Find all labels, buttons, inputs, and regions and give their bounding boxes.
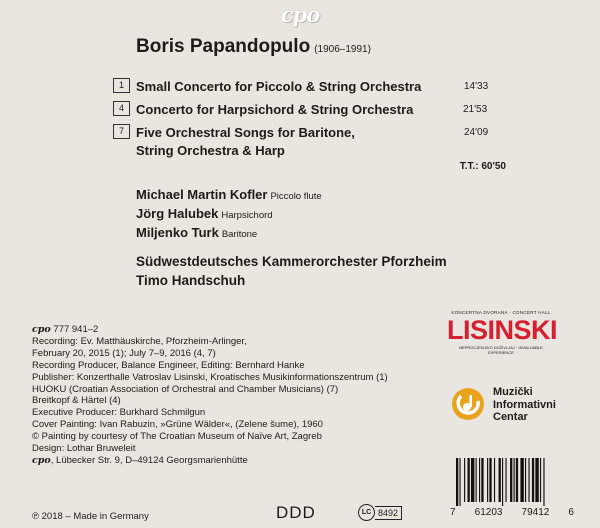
artist-row bbox=[136, 206, 273, 221]
artist-role: Baritone bbox=[221, 229, 258, 240]
barcode-bar bbox=[543, 458, 544, 506]
cpo-mark: cpo bbox=[32, 454, 51, 466]
barcode bbox=[450, 458, 574, 518]
composer-name: Boris Papandopulo bbox=[136, 36, 311, 57]
barcode-bar bbox=[502, 458, 503, 506]
barcode-bars bbox=[456, 458, 568, 506]
lisinski-logo bbox=[447, 310, 558, 370]
track-duration: 24'09 bbox=[464, 127, 489, 138]
cpo-logo: cpo bbox=[280, 2, 320, 27]
artist-role: Harpsichord bbox=[221, 210, 273, 221]
mic-logo bbox=[451, 385, 571, 425]
catalog-number: cpo 777 941–2 bbox=[32, 324, 99, 335]
track-title: Concerto for Harpsichord & String Orchestra bbox=[136, 102, 414, 117]
artist-row bbox=[136, 225, 257, 240]
barcode-bar bbox=[510, 458, 512, 502]
ensemble-name: Südwestdeutsches Kammerorchester Pforzheim bbox=[136, 254, 447, 269]
composer-heading bbox=[136, 36, 371, 58]
total-time: T.T.: 60'50 bbox=[459, 161, 506, 172]
ddd-mark: DDD bbox=[276, 503, 316, 522]
artist-name: Michael Martin Kofler bbox=[136, 187, 268, 202]
track-duration: 14'33 bbox=[464, 81, 489, 92]
barcode-bar bbox=[499, 458, 501, 502]
cpo-mark: cpo bbox=[32, 324, 51, 335]
barcode-bar bbox=[489, 458, 491, 502]
artist-row bbox=[136, 187, 322, 202]
track-title: Five Orchestral Songs for Baritone, bbox=[136, 125, 355, 140]
barcode-bar bbox=[514, 458, 515, 502]
barcode-bar bbox=[479, 458, 480, 502]
track-title: Small Concerto for Piccolo & String Orchestra bbox=[136, 79, 422, 94]
credit-line: Executive Producer: Burkhard Schmilgun bbox=[32, 407, 206, 419]
barcode-bar bbox=[481, 458, 483, 502]
credit-line: © Painting by courtesy of The Croatian Museum of Naïve Art, Zagreb bbox=[32, 431, 322, 443]
barcode-digits: 7 61203 79412 6 bbox=[450, 507, 574, 518]
artist-role: Piccolo flute bbox=[270, 191, 322, 202]
artist-name: Jörg Halubek bbox=[136, 206, 219, 221]
music-note-icon bbox=[451, 387, 485, 421]
address-line: cpo, Lübecker Str. 9, D–49124 Georgsmarienhütte bbox=[32, 454, 248, 466]
barcode-bar bbox=[525, 458, 526, 502]
barcode-bar bbox=[476, 458, 477, 502]
credits-block bbox=[32, 324, 388, 467]
credit-line: Publisher: Konzerthalle Vatroslav Lisinski, Kroatisches Musikinformationszentrum (1) bbox=[32, 371, 388, 383]
lc-number: 8492 bbox=[375, 506, 402, 520]
lisinski-tagline-bottom: NEPROCJENJIVO DOŽIVLJAJ · INVALUABLE EXPERIENCE bbox=[459, 345, 543, 355]
barcode-bar bbox=[516, 458, 518, 502]
credit-line: Cover Painting: Ivan Rabuzin, »Grüne Wälder«, (Zelene šume), 1960 bbox=[32, 419, 323, 431]
label-code bbox=[358, 504, 402, 521]
credit-line: Breitkopf & Härtel (4) bbox=[32, 395, 121, 407]
track-number: 4 bbox=[113, 101, 130, 116]
barcode-bar bbox=[471, 458, 474, 502]
barcode-bar bbox=[459, 458, 460, 506]
barcode-bar bbox=[520, 458, 523, 502]
track-number: 7 bbox=[113, 124, 130, 139]
lc-circle: LC bbox=[358, 504, 375, 521]
barcode-bar bbox=[540, 458, 541, 502]
barcode-bar bbox=[505, 458, 506, 502]
track-number: 1 bbox=[113, 78, 130, 93]
credit-line: February 20, 2015 (1); July 7–9, 2016 (4, 7) bbox=[32, 347, 216, 359]
barcode-bar bbox=[487, 458, 488, 502]
copyright-line: ℗ 2018 – Made in Germany bbox=[32, 511, 149, 522]
credit-line: Design: Lothar Bruweleit bbox=[32, 443, 136, 455]
barcode-bar bbox=[532, 458, 534, 502]
composer-years: (1906–1991) bbox=[314, 44, 371, 55]
artist-name: Miljenko Turk bbox=[136, 225, 219, 240]
barcode-bar bbox=[468, 458, 470, 502]
lisinski-wordmark: LISINSKI bbox=[447, 315, 558, 345]
lisinski-tagline-top: KONCERTNA DVORANA · CONCERT HALL bbox=[451, 310, 551, 315]
credit-line: Recording: Ev. Matthäuskirche, Pforzheim-Arlinger, bbox=[32, 335, 247, 347]
barcode-bar bbox=[464, 458, 465, 502]
barcode-bar bbox=[535, 458, 538, 502]
barcode-bar bbox=[528, 458, 529, 502]
track-title-line-2: String Orchestra & Harp bbox=[136, 143, 285, 158]
credit-line: HUOKU (Croatian Association of Orchestral and Chamber Musicians) (7) bbox=[32, 383, 339, 395]
conductor-name: Timo Handschuh bbox=[136, 273, 246, 288]
credit-line: Recording Producer, Balance Engineer, Editing: Bernhard Hanke bbox=[32, 359, 305, 371]
barcode-bar bbox=[494, 458, 495, 502]
track-duration: 21'53 bbox=[463, 104, 488, 115]
barcode-bar bbox=[456, 458, 458, 506]
mic-wordmark: Muzički Informativni Centar bbox=[493, 386, 556, 423]
